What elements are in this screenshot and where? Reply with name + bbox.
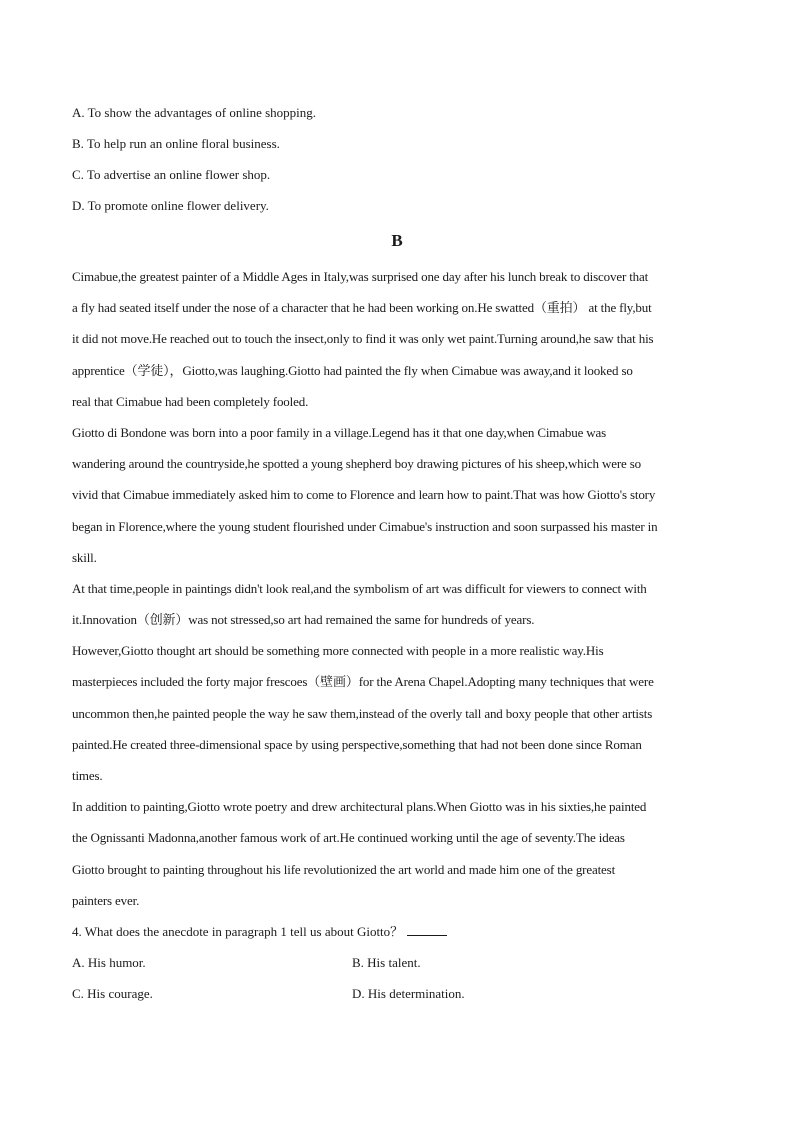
text-line: apprentice（学徒），Giotto,was laughing.Giotto had painted the fly when Cimabue was away,and it looked so bbox=[72, 362, 633, 378]
text-line: real that Cimabue had been completely fooled. bbox=[72, 393, 309, 409]
question-text: 4. What does the anecdote in paragraph 1 tell us about Giotto？ bbox=[72, 923, 404, 939]
text-line: painted.He created three-dimensional space by using perspective,something that had not been done since Roman bbox=[72, 736, 642, 752]
text-line: uncommon then,he painted people the way he saw them,instead of the overly tall and boxy people that other artists bbox=[72, 705, 653, 721]
text-line: vivid that Cimabue immediately asked him to come to Florence and learn how to paint.That was how Giotto's story bbox=[72, 487, 656, 503]
text-line: In addition to painting,Giotto wrote poetry and drew architectural plans.When Giotto was in his sixties,he painted bbox=[72, 799, 647, 815]
previous-question-options bbox=[72, 97, 722, 221]
text-line: At that time,people in paintings didn't look real,and the symbolism of art was difficult for viewers to connect with bbox=[72, 580, 647, 596]
question-option-a: A. His humor. bbox=[72, 954, 146, 970]
question-4 bbox=[72, 916, 722, 947]
text-line: However,Giotto thought art should be something more connected with people in a more realistic way.His bbox=[72, 643, 604, 659]
option-a: A. To show the advantages of online shopping. bbox=[72, 105, 317, 120]
text-line: a fly had seated itself under the nose of a character that he had been working on.He swatted（重拍） at the fly,but bbox=[72, 300, 652, 316]
text-line: began in Florence,where the young student flourished under Cimabue's instruction and soon surpassed his master in bbox=[72, 518, 658, 534]
question-option-d: D. His determination. bbox=[352, 985, 465, 1001]
paragraph-3 bbox=[72, 573, 722, 635]
text-line: masterpieces included the forty major frescoes（壁画）for the Arena Chapel.Adopting many techniques that were bbox=[72, 674, 654, 690]
section-heading: B bbox=[391, 231, 403, 250]
question-option-c: C. His courage. bbox=[72, 985, 153, 1001]
text-line: it.Innovation（创新）was not stressed,so art had remained the same for hundreds of years. bbox=[72, 612, 535, 628]
answer-blank[interactable] bbox=[407, 923, 447, 936]
text-line: skill. bbox=[72, 549, 97, 565]
paragraph-2 bbox=[72, 417, 722, 573]
paragraph-1 bbox=[72, 261, 722, 417]
text-line: times. bbox=[72, 768, 103, 783]
document-page bbox=[72, 97, 722, 1009]
question-option-b: B. His talent. bbox=[352, 954, 421, 970]
text-line: Cimabue,the greatest painter of a Middle Ages in Italy,was surprised one day after his lunch break to discover that bbox=[72, 269, 649, 284]
text-line: Giotto brought to painting throughout his life revolutionized the art world and made him one of the greatest bbox=[72, 861, 616, 877]
option-c: C. To advertise an online flower shop. bbox=[72, 167, 271, 182]
paragraph-5 bbox=[72, 791, 722, 916]
question-options-row-1 bbox=[72, 947, 722, 978]
text-line: wandering around the countryside,he spotted a young shepherd boy drawing pictures of his sheep,which were so bbox=[72, 456, 642, 472]
text-line: painters ever. bbox=[72, 892, 140, 908]
text-line: the Ognissanti Madonna,another famous work of art.He continued working until the age of seventy.The ideas bbox=[72, 830, 625, 846]
text-line: it did not move.He reached out to touch the insect,only to find it was only wet paint.Turning around,he saw that his bbox=[72, 331, 654, 347]
option-b: B. To help run an online floral business. bbox=[72, 136, 280, 151]
question-options-row-2 bbox=[72, 978, 722, 1009]
paragraph-4 bbox=[72, 635, 722, 791]
text-line: Giotto di Bondone was born into a poor family in a village.Legend has it that one day,when Cimabue was bbox=[72, 424, 607, 440]
option-d: D. To promote online flower delivery. bbox=[72, 198, 269, 213]
